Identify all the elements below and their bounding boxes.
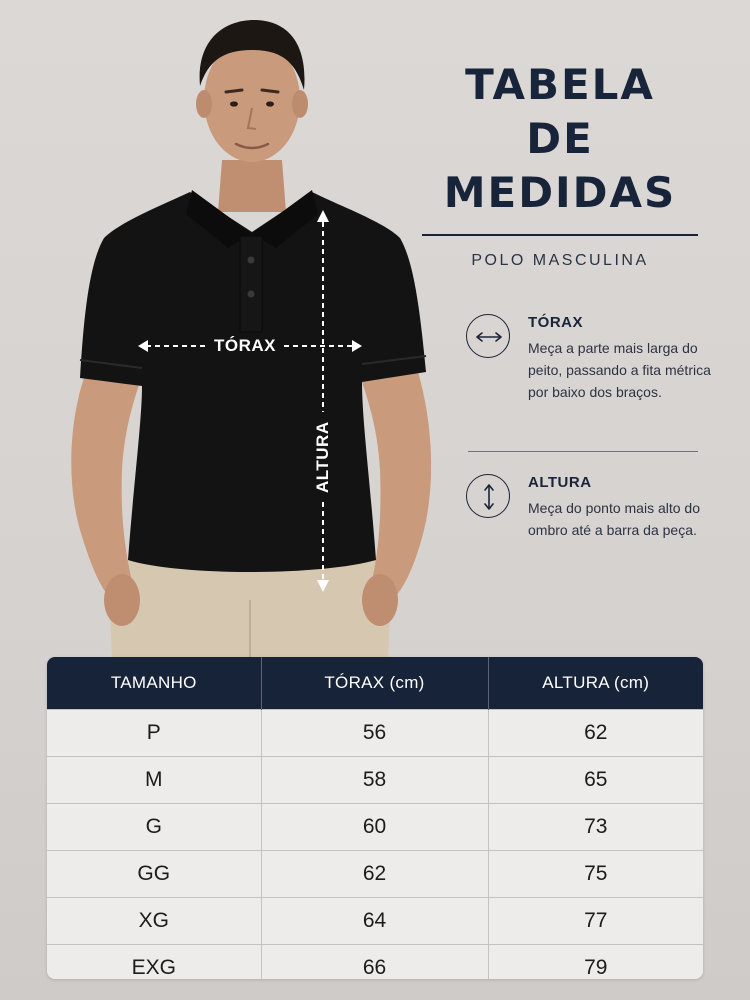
torax-cell: 62 [261,851,488,898]
size-table [47,657,703,979]
altura-cell: 62 [488,710,703,757]
size-cell: GG [47,851,261,898]
header-tamanho: TAMANHO [47,657,261,710]
altura-cell: 79 [488,945,703,980]
torax-cell: 60 [261,804,488,851]
altura-cell: 65 [488,757,703,804]
altura-measure-label: ALTURA [313,421,332,493]
table-row [47,898,703,945]
size-cell: EXG [47,945,261,980]
size-cell: G [47,804,261,851]
table-row [47,945,703,980]
torax-cell: 64 [261,898,488,945]
torax-cell: 56 [261,710,488,757]
title-block [412,58,708,270]
title-divider [422,234,698,236]
info-torax-heading: TÓRAX [528,314,583,331]
size-cell: M [47,757,261,804]
table-header-row [47,657,703,710]
size-cell: XG [47,898,261,945]
header-altura: ALTURA (cm) [488,657,703,710]
page-title-line2: DE MEDIDAS [443,114,677,217]
model-illustration [0,0,460,660]
model-figure [0,0,460,660]
table-row [47,804,703,851]
altura-cell: 75 [488,851,703,898]
altura-cell: 77 [488,898,703,945]
page-subtitle: POLO MASCULINA [471,252,649,269]
torax-cell: 58 [261,757,488,804]
info-altura-description: Meça do ponto mais alto do ombro até a barra da peça. [528,500,700,538]
torax-cell: 66 [261,945,488,980]
header-torax: TÓRAX (cm) [261,657,488,710]
info-torax-description: Meça a parte mais larga do peito, passando a fita métrica por baixo dos braços. [528,340,711,400]
page-title-line1: TABELA [465,60,655,109]
info-divider [468,451,698,452]
table-row [47,757,703,804]
vertical-double-arrow-icon [466,474,510,518]
altura-cell: 73 [488,804,703,851]
table-row [47,710,703,757]
torax-measure-label: TÓRAX [214,336,276,355]
table-row [47,851,703,898]
info-altura-heading: ALTURA [528,474,592,491]
horizontal-double-arrow-icon [466,314,510,358]
size-cell: P [47,710,261,757]
